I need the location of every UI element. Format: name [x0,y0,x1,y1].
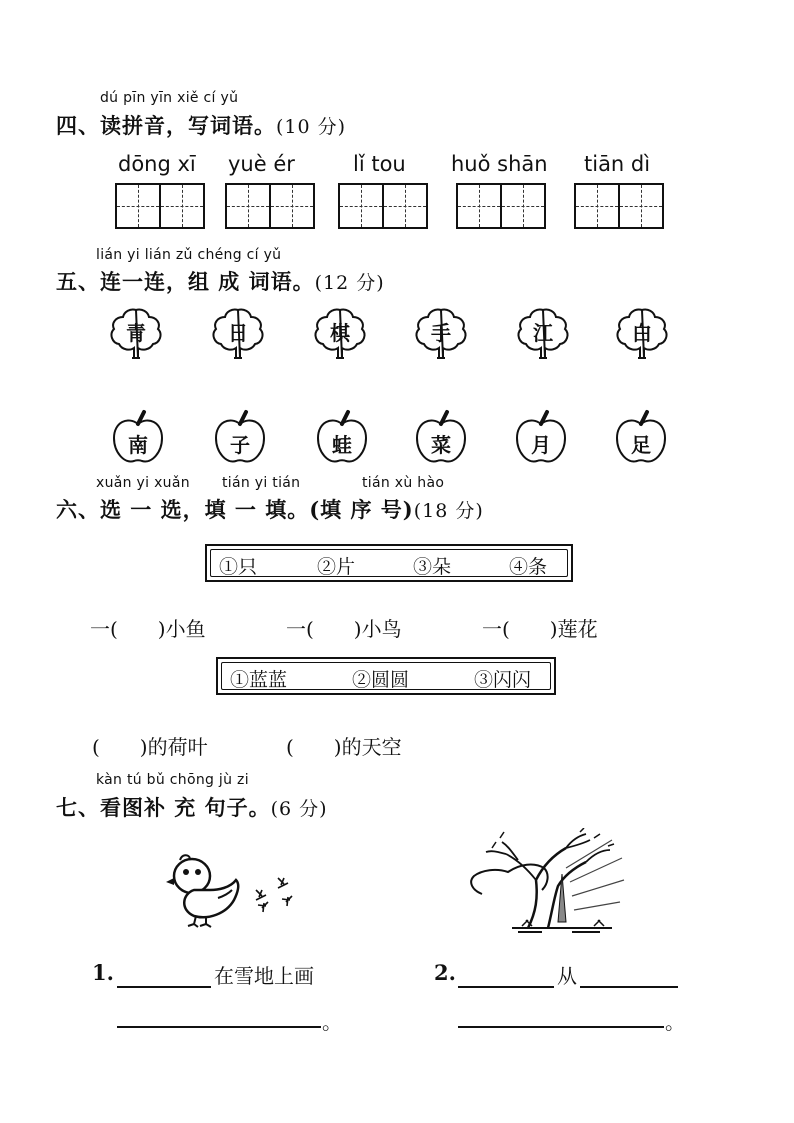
apple-char: 子 [230,433,250,457]
section6-title [56,494,484,524]
tree-char: 棋 [330,321,350,345]
apple-card-2[interactable] [210,408,270,468]
answer-line-1a[interactable] [117,986,211,988]
word-bank-measure [205,544,573,582]
chick-icon [160,850,310,930]
section5-title [56,266,385,296]
answer-line-2a[interactable] [458,986,554,988]
bank-option: ①只 [219,556,258,578]
bank-option: ②圆圆 [352,669,410,691]
tree-char: 日 [228,321,248,345]
sentence-2-end: 。 [665,1010,685,1034]
grid-cell[interactable] [458,185,500,227]
grid-cell[interactable] [340,185,382,227]
apple-card-6[interactable] [611,408,671,468]
section6-title-text: 六、选 一 选，填 一 填。(填 序 号) [56,497,414,522]
section5-title-text: 五、连一连，组 成 词语。 [56,269,315,294]
tree-wind-picture [462,828,632,938]
section6-score: (18 分) [413,500,484,522]
write-grid-3[interactable] [338,183,428,229]
grid-cell[interactable] [382,185,426,227]
sentence-1-end: 。 [322,1010,342,1034]
grid-cell[interactable] [159,185,203,227]
section5-pinyin: lián yi lián zǔ chéng cí yǔ [96,247,282,263]
apple-card-1[interactable] [108,408,168,468]
write-grid-5[interactable] [574,183,664,229]
bank-option: ②片 [317,556,356,578]
grid-cell[interactable] [576,185,618,227]
chick-picture [160,850,310,930]
tree-char: 青 [126,321,146,345]
sentence-1-text: 在雪地上画 [214,964,314,988]
tree-card-6[interactable] [612,304,672,364]
section6-pinyin-b: tián yi tián [222,475,301,491]
answer-line-2c[interactable] [458,1026,664,1028]
tree-char: 白 [632,321,652,345]
tree-char: 手 [431,321,451,345]
question-number-2: 2. [434,960,456,985]
section7-pinyin: kàn tú bǔ chōng jù zi [96,772,249,788]
question-number-1: 1. [92,960,114,985]
apple-card-5[interactable] [511,408,571,468]
section6-pinyin-c: tián xù hào [362,475,445,491]
word-pinyin-2: yuè ér [228,152,295,176]
word-pinyin-1: dōng xī [118,152,196,176]
bank-option: ③朵 [413,556,452,578]
section7-score: (6 分) [270,798,328,820]
apple-char: 南 [128,433,148,457]
fill-blank-3[interactable]: 一( )莲花 [482,617,598,641]
section7-title [56,792,328,822]
apple-card-4[interactable] [411,408,471,468]
fill-blank-2[interactable]: 一( )小鸟 [286,617,402,641]
word-pinyin-3: lǐ tou [353,152,406,176]
section4-title [56,110,346,140]
grid-cell[interactable] [117,185,159,227]
answer-line-1b[interactable] [117,1026,321,1028]
grid-cell[interactable] [618,185,662,227]
answer-line-2b[interactable] [580,986,678,988]
apple-char: 足 [631,433,651,457]
tree-card-4[interactable] [411,304,471,364]
tree-card-1[interactable] [106,304,166,364]
bank-option: ④条 [509,556,548,578]
fill-blank-4[interactable]: ( )的荷叶 [92,735,208,759]
bank-option: ③闪闪 [474,669,532,691]
word-pinyin-5: tiān dì [584,152,651,176]
tree-char: 江 [533,321,553,345]
grid-cell[interactable] [269,185,313,227]
apple-char: 菜 [431,433,451,457]
fill-blank-1[interactable]: 一( )小鱼 [90,617,206,641]
write-grid-1[interactable] [115,183,205,229]
grid-cell[interactable] [227,185,269,227]
tree-card-2[interactable] [208,304,268,364]
sentence-2-text: 从 [557,964,577,988]
grid-cell[interactable] [500,185,544,227]
word-pinyin-4: huǒ shān [451,152,548,176]
word-bank-adjective [216,657,556,695]
tree-card-5[interactable] [513,304,573,364]
section5-score: (12 分) [314,272,385,294]
apple-char: 蛙 [332,433,352,457]
apple-char: 月 [531,433,551,457]
fill-blank-5[interactable]: ( )的天空 [286,735,402,759]
tree-card-3[interactable] [310,304,370,364]
bank-option: ①蓝蓝 [230,669,288,691]
write-grid-4[interactable] [456,183,546,229]
section4-title-text: 四、读拼音，写词语。 [56,113,276,138]
section6-pinyin-a: xuǎn yi xuǎn [96,475,190,491]
section4-pinyin: dú pīn yīn xiě cí yǔ [100,90,239,106]
section7-title-text: 七、看图补 充 句子。 [56,795,271,820]
apple-card-3[interactable] [312,408,372,468]
section4-score: (10 分) [276,116,347,138]
windy-tree-icon [462,828,632,938]
write-grid-2[interactable] [225,183,315,229]
